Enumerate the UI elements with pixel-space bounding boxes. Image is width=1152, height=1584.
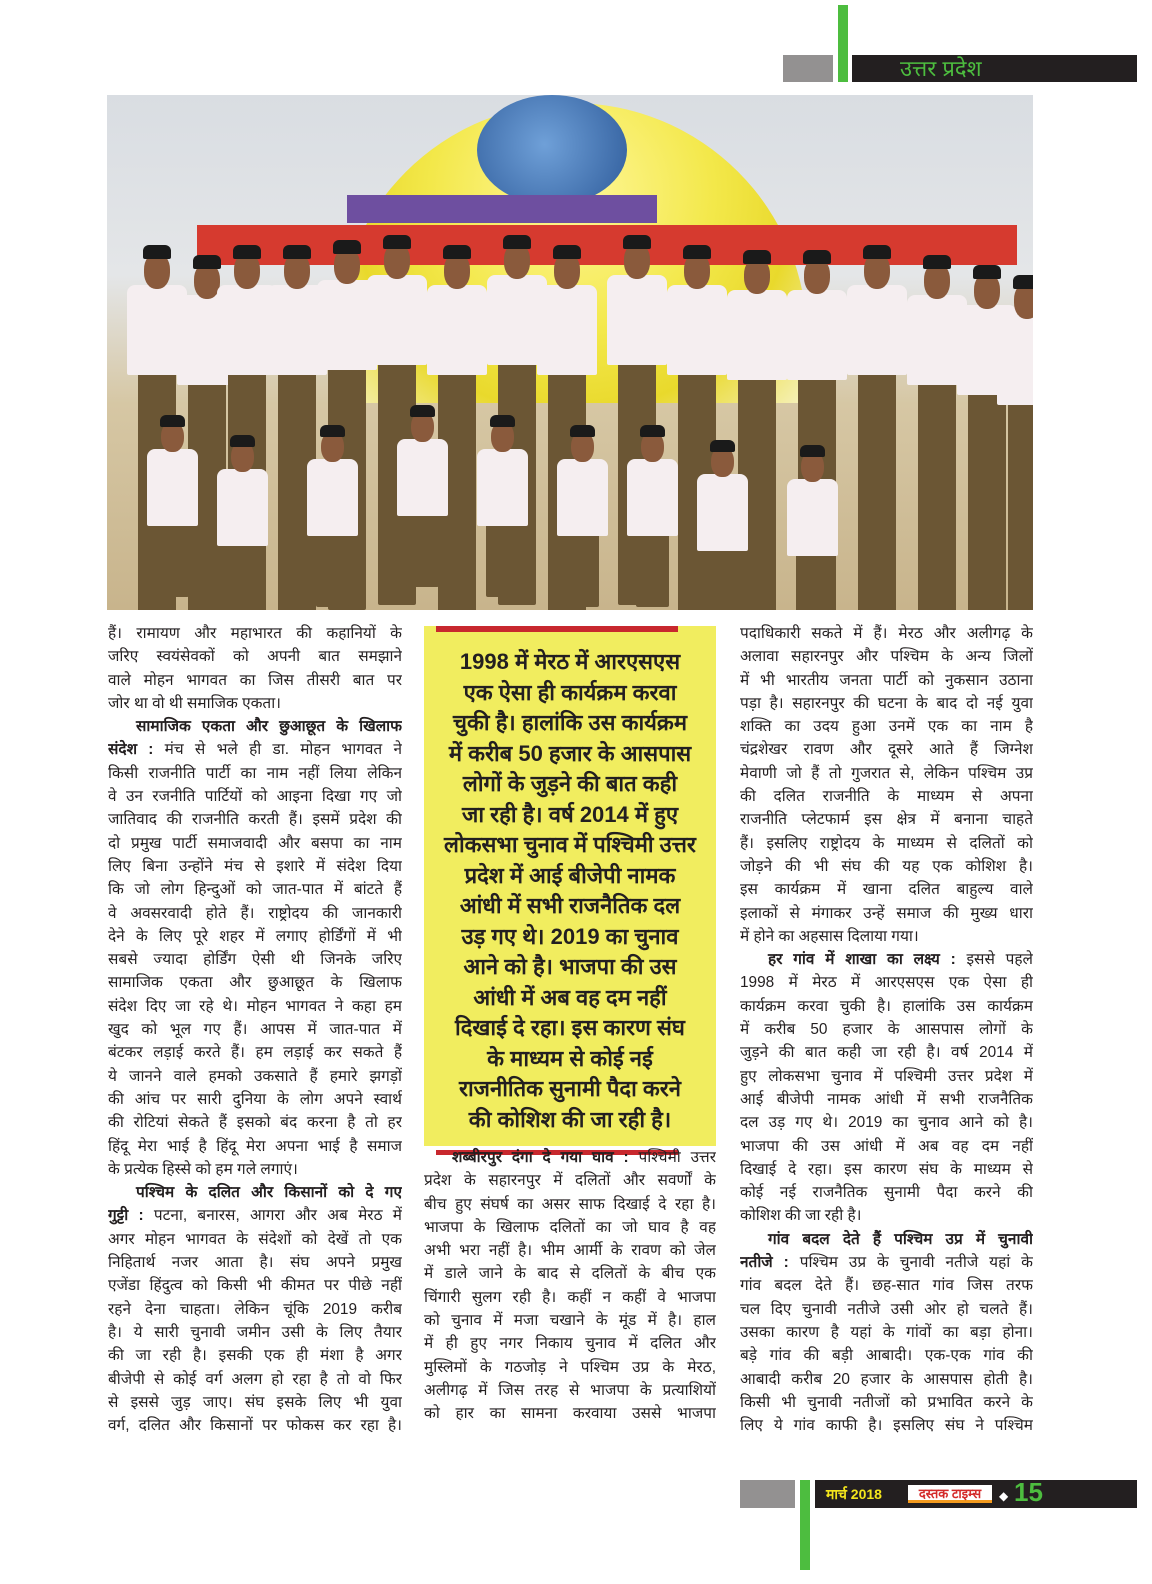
- body-text: जरिए स्वयंसेवकों को अपनी बात समझाने: [108, 648, 402, 666]
- text-line: [740, 1111, 1033, 1134]
- body-text: सामाजिक एकता और छुआछूत के खिलाफ: [108, 974, 402, 992]
- text-line: [108, 669, 402, 692]
- pull-quote: [424, 647, 716, 1135]
- text-line: [740, 855, 1033, 878]
- body-text: मंच से भले ही डा. मोहन भागवत ने: [153, 741, 402, 759]
- text-line: [424, 1193, 716, 1216]
- pull-quote-line: लोगों के जुड़ने की बात कही: [462, 771, 678, 796]
- body-text: जातिवाद की राजनीति करती हैं। इसमें प्रदेश की: [108, 811, 402, 829]
- text-line: [740, 832, 1033, 855]
- text-line: [108, 971, 402, 994]
- text-line: [740, 1088, 1033, 1111]
- section-title: उत्तर प्रदेश: [900, 56, 982, 81]
- body-text: पश्चिमी उत्तर: [628, 1149, 716, 1166]
- body-text: में ही हुए नगर निकाय चुनाव में दलित और: [424, 1335, 716, 1353]
- body-text: हिंदू मेरा भाई है हिंदू मेरा अपना भाई है समाज: [108, 1137, 402, 1155]
- text-line: [740, 1368, 1033, 1391]
- body-text: जुड़ने की बात कही जा रही है। वर्ष 2014 में: [740, 1044, 1033, 1062]
- body-text: दो प्रमुख पार्टी समाजवादी और बसपा का नाम: [108, 834, 402, 852]
- footer-accent-bar: [800, 1480, 810, 1570]
- text-line: [108, 1321, 402, 1344]
- text-line: [108, 948, 402, 971]
- pull-quote-line: उड़ गए थे। 2019 का चुनाव: [461, 923, 679, 949]
- article-photo: [107, 95, 1033, 610]
- body-text: बीच हुए संघर्ष का असर साफ दिखाई दे रहा है।: [424, 1195, 716, 1213]
- body-text: दिखाई दे रहा। इस कारण संघ के माध्यम से: [740, 1160, 1033, 1178]
- article-column-3: [740, 622, 1033, 1437]
- body-text: वे अवसरवादी होते हैं। राष्ट्रोदय की जानकारी: [108, 904, 402, 922]
- text-line: [740, 669, 1033, 692]
- subheading: गुट्टी :: [108, 1207, 144, 1225]
- text-line: [740, 808, 1033, 831]
- body-text: को चुनाव में मजा चखाने के मूंड में है। हाल: [424, 1312, 716, 1330]
- subheading-line: [424, 1146, 716, 1169]
- text-line: [108, 995, 402, 1018]
- text-line: [424, 1239, 716, 1262]
- subheading-line: [108, 1181, 402, 1204]
- text-line: [740, 1414, 1033, 1437]
- body-text: की दलित राजनीति के माध्यम से अपना: [740, 788, 1033, 806]
- body-text: किसी भी चुनावी नतीजों को प्रभावित करने के: [740, 1393, 1033, 1411]
- text-line: [108, 855, 402, 878]
- text-line: [740, 925, 1033, 948]
- body-text: चंद्रशेखर रावण और दूसरे आते हैं जिग्नेश: [740, 741, 1033, 759]
- text-line: [108, 1065, 402, 1088]
- body-text: अलीगढ़ में जिस तरह से भाजपा के प्रत्याशियों: [424, 1381, 716, 1399]
- text-line: [740, 1321, 1033, 1344]
- page-number: 15: [1014, 1477, 1043, 1507]
- text-line: [740, 762, 1033, 785]
- body-text: जोड़ने की भी संघ की यह एक कोशिश है।: [740, 857, 1033, 875]
- body-text: पश्चिम उप्र के चुनावी नतीजे यहां के: [788, 1254, 1033, 1272]
- body-text: में होने का अहसास दिलाया गया।: [740, 927, 919, 945]
- body-text: है। ये सारी चुनावी जमीन उसी के लिए तैयार: [108, 1323, 402, 1341]
- body-text: शक्ति का उदय हुआ उनमें एक का नाम है: [740, 718, 1033, 736]
- header-accent-bar: [838, 5, 848, 82]
- body-text: बंटकर लड़ाई करते हैं। हम लड़ाई कर सकते हैं: [108, 1044, 402, 1062]
- text-line: [740, 1158, 1033, 1181]
- pull-quote-line: 1998 में मेरठ में आरएसएस: [459, 649, 681, 674]
- text-line: [108, 645, 402, 668]
- text-line: [108, 1251, 402, 1274]
- pull-quote-line: दिखाई दे रहा। इस कारण संघ: [455, 1015, 685, 1040]
- body-text: हैं। इसलिए राष्ट्रोदय के माध्यम से दलितों को: [740, 834, 1033, 852]
- body-text: सबसे ज्यादा होर्डिंग ऐसी थी जिनके जरिए: [108, 951, 402, 969]
- subheading-line: [740, 1228, 1033, 1251]
- body-text: अलावा सहारनपुर और पश्चिम के अन्य जिलों: [740, 648, 1033, 666]
- body-text: लिए बिना उन्होंने मंच से इशारे में संदेश दिया: [108, 857, 402, 875]
- text-line: [740, 1298, 1033, 1321]
- text-line: [108, 1111, 402, 1134]
- body-text: देने के लिए पूरे शहर में लगाए होर्डिंगों में भी: [108, 927, 402, 945]
- body-text: संदेश दिए जा रहे थे। मोहन भागवत ने कहा हम: [108, 997, 402, 1015]
- pull-quote-line: जा रही है। वर्ष 2014 में हुए: [462, 801, 678, 827]
- pull-quote-line: आंधी में सभी राजनैतिक दल: [459, 893, 681, 918]
- body-text: जोर था वो थी समाजिक एकता।: [108, 694, 282, 712]
- body-text: की जा रही है। इसकी एक ही मंशा है अगर: [108, 1347, 402, 1365]
- photo-banner: [347, 195, 657, 223]
- article-column-2: [424, 1146, 716, 1426]
- body-text: की आंच पर सारी दुनिया के लोग अपने स्वार्थ: [108, 1090, 402, 1108]
- text-line: [740, 738, 1033, 761]
- text-line: [424, 1169, 716, 1192]
- text-line: [740, 1344, 1033, 1367]
- body-text: इससे पहले: [955, 951, 1033, 969]
- text-line: [424, 1356, 716, 1379]
- subheading: नतीजे :: [740, 1254, 789, 1272]
- body-text: चिंगारी सुलग रही है। कहीं न कहीं वे भाजपा: [424, 1288, 716, 1306]
- body-text: इस कार्यक्रम में खाना दलित बाहुल्य वाले: [740, 881, 1033, 899]
- body-text: मुस्लिमों के गठजोड़ ने पश्चिम उप्र के मेरठ,: [424, 1358, 716, 1376]
- body-text: बड़े गांव की बड़ी आबादी। एक-एक गांव की: [740, 1347, 1033, 1365]
- subheading: शब्बीरपुर दंगा दे गया घाव :: [452, 1149, 629, 1166]
- text-line: [108, 925, 402, 948]
- text-line: [108, 1158, 402, 1181]
- body-text: 1998 में मेरठ में आरएसएस एक ऐसा ही: [740, 974, 1033, 992]
- pull-quote-top-rule: [436, 626, 678, 632]
- footer-gray-block: [740, 1480, 795, 1508]
- text-line: [108, 1344, 402, 1367]
- article-column-1: [108, 622, 402, 1437]
- photo-globe: [477, 95, 627, 205]
- body-text: कोई नई राजनैतिक सुनामी पैदा करने की: [740, 1184, 1033, 1202]
- body-text: में भी भारतीय जनता पार्टी को नुकसान उठाना: [740, 671, 1033, 689]
- subheading: गांव बदल देते हैं पश्चिम उप्र में चुनावी: [768, 1230, 1033, 1248]
- body-text: कोशिश की जा रही है।: [740, 1207, 862, 1225]
- pull-quote-line: आने को है। भाजपा की उस: [463, 954, 677, 979]
- text-line: [424, 1402, 716, 1425]
- text-line: [740, 715, 1033, 738]
- pull-quote-line: एक ऐसा ही कार्यक्रम करवा: [463, 679, 677, 705]
- text-line: [424, 1379, 716, 1402]
- text-line: [424, 1286, 716, 1309]
- separator-icon: ◆: [999, 1489, 1009, 1503]
- text-line: [740, 1065, 1033, 1088]
- body-text: हैं। रामायण और महाभारत की कहानियों के: [108, 625, 402, 642]
- text-line: [740, 1274, 1033, 1297]
- body-text: रहने देना चाहता। लेकिन चूंकि 2019 करीब: [108, 1300, 402, 1318]
- body-text: में डाले जाने के बाद से दलितों के बीच एक: [424, 1265, 716, 1283]
- body-text: कि जो लोग हिन्दुओं को जात-पात में बांटते हैं: [108, 881, 402, 899]
- issue-date: मार्च 2018: [826, 1486, 882, 1502]
- pull-quote-line: की कोशिश की जा रही है।: [468, 1106, 672, 1132]
- text-line: [108, 762, 402, 785]
- body-text: बीजेपी से कोई वर्ग अलग हो रहा है तो वो फिर: [108, 1370, 402, 1388]
- text-line: [740, 878, 1033, 901]
- body-text: वे उन रजनीति पार्टियों को आइना दिखा गए जो: [108, 788, 402, 806]
- body-text: चल दिए चुनावी नतीजे उसी ओर हो चलते हैं।: [740, 1300, 1033, 1318]
- text-line: [108, 1135, 402, 1158]
- subheading: सामाजिक एकता और छुआछूत के खिलाफ: [136, 718, 402, 736]
- text-line: [108, 832, 402, 855]
- body-text: आई बीजेपी नामक आंधी में सभी राजनैतिक: [740, 1090, 1033, 1108]
- text-line: [108, 622, 402, 645]
- text-line: [740, 1204, 1033, 1227]
- text-line: [108, 1298, 402, 1321]
- text-line: [108, 902, 402, 925]
- subheading-line: [108, 715, 402, 738]
- body-text: गांव बदल देते हैं। छह-सात गांव जिस तरफ: [740, 1277, 1033, 1295]
- header-gray-block: [783, 55, 833, 82]
- text-line: [740, 902, 1033, 925]
- body-text: में करीब 50 हजार के आसपास लोगों के: [740, 1021, 1033, 1039]
- subheading: पश्चिम के दलित और किसानों को दे गए: [136, 1184, 402, 1202]
- body-text: के प्रत्येक हिस्से को हम गले लगाएं।: [108, 1160, 298, 1178]
- text-line: [740, 971, 1033, 994]
- body-text: आबादी करीब 20 हजार के आसपास होती है।: [740, 1370, 1033, 1388]
- pull-quote-line: चुकी है। हालांकि उस कार्यक्रम: [453, 710, 687, 735]
- body-text: राजनीति प्लेटफार्म इस क्षेत्र में बनाना चाहते: [740, 811, 1033, 829]
- subheading-line: [108, 1204, 402, 1227]
- subheading-line: [740, 1251, 1033, 1274]
- text-line: [740, 1391, 1033, 1414]
- body-text: अभी भरा नहीं है। भीम आर्मी के रावण को जेल: [424, 1242, 716, 1260]
- body-text: खुद को भूल गए हैं। आपस में जात-पात में: [108, 1021, 402, 1039]
- body-text: को हार का सामना करवाया उससे भाजपा: [424, 1405, 716, 1423]
- text-line: [108, 692, 402, 715]
- body-text: निहितार्थ नजर आता है। संघ अपने प्रमुख: [108, 1254, 402, 1272]
- text-line: [108, 785, 402, 808]
- text-line: [108, 1018, 402, 1041]
- text-line: [740, 1018, 1033, 1041]
- body-text: दल उड़ गए थे। 2019 का चुनाव आने को है।: [740, 1114, 1033, 1132]
- body-text: प्रदेश के सहारनपुर में दलितों और सवर्णों के: [424, 1172, 716, 1190]
- text-line: [740, 1041, 1033, 1064]
- text-line: [108, 1391, 402, 1414]
- body-text: पड़ा है। सहारनपुर की घटना के बाद दो नई युवा: [740, 694, 1033, 712]
- text-line: [740, 692, 1033, 715]
- body-text: हुए लोकसभा चुनाव में पश्चिमी उत्तर प्रदेश में: [740, 1067, 1033, 1085]
- subheading-line: [108, 738, 402, 761]
- text-line: [108, 808, 402, 831]
- body-text: वाले मोहन भागवत का जिस तीसरी बात पर: [108, 671, 402, 689]
- body-text: एजेंडा हिंदुत्व को किसी भी कीमत पर पीछे नहीं: [108, 1277, 402, 1295]
- subheading-line: [740, 948, 1033, 971]
- body-text: से इससे जुड़ जाए। संघ इसके लिए भी युवा: [108, 1393, 402, 1411]
- text-line: [108, 1414, 402, 1437]
- pull-quote-line: में करीब 50 हजार के आसपास: [448, 740, 692, 766]
- header-bar: [852, 55, 1137, 82]
- pull-quote-line: राजनीतिक सुनामी पैदा करने: [458, 1076, 681, 1101]
- body-text: पटना, बनारस, आगरा और अब मेरठ में: [143, 1207, 402, 1225]
- text-line: [740, 1181, 1033, 1204]
- text-line: [108, 1274, 402, 1297]
- body-text: किसी राजनीति पार्टी का नाम नहीं लिया लेकिन: [108, 764, 402, 782]
- text-line: [740, 645, 1033, 668]
- text-line: [740, 785, 1033, 808]
- subheading: संदेश :: [108, 741, 154, 759]
- text-line: [108, 878, 402, 901]
- body-text: पदाधिकारी सकते में हैं। मेरठ और अलीगढ़ के: [740, 625, 1033, 642]
- text-line: [740, 1135, 1033, 1158]
- body-text: भाजपा के खिलाफ दलितों का जो घाव है वह: [424, 1218, 716, 1236]
- body-text: ये जानने वाले हमको उकसाते हैं हमारे झगड़ों: [108, 1067, 402, 1085]
- text-line: [424, 1216, 716, 1239]
- body-text: इलाकों से मंगाकर उन्हें समाज की मुख्य धारा: [740, 904, 1033, 922]
- text-line: [740, 622, 1033, 645]
- pull-quote-line: के माध्यम से कोई नई: [487, 1045, 653, 1071]
- magazine-logo: दस्तक टाइम्स: [908, 1485, 992, 1503]
- text-line: [108, 1228, 402, 1251]
- text-line: [740, 995, 1033, 1018]
- text-line: [108, 1041, 402, 1064]
- text-line: [424, 1332, 716, 1355]
- body-text: अगर मोहन भागवत के संदेशों को देखें तो एक: [108, 1230, 402, 1248]
- text-line: [108, 1368, 402, 1391]
- body-text: मेवाणी जो हैं तो गुजरात से, लेकिन पश्चिम उप्र: [740, 764, 1033, 782]
- body-text: भाजपा की उस आंधी में अब वह दम नहीं: [740, 1137, 1033, 1155]
- pull-quote-line: प्रदेश में आई बीजेपी नामक: [464, 862, 676, 888]
- pull-quote-line: लोकसभा चुनाव में पश्चिमी उत्तर: [444, 832, 696, 857]
- body-text: लिए ये गांव काफी है। इसलिए संघ ने पश्चिम: [740, 1417, 1033, 1435]
- text-line: [108, 1088, 402, 1111]
- body-text: कार्यक्रम करवा चुकी है। हालांकि उस कार्यक्रम: [740, 997, 1033, 1015]
- text-line: [424, 1309, 716, 1332]
- body-text: वर्ग, दलित और किसानों पर फोकस कर रहा है।: [108, 1417, 402, 1435]
- body-text: उसका कारण है यहां के गांवों का बड़ा होना।: [740, 1323, 1033, 1341]
- photo-stage: [197, 225, 1017, 265]
- pull-quote-line: आंधी में अब वह दम नहीं: [473, 984, 667, 1010]
- text-line: [424, 1262, 716, 1285]
- subheading: हर गांव में शाखा का लक्ष्य :: [768, 951, 956, 969]
- body-text: की रोटियां सेकते हैं इसको बंद करना है तो हर: [108, 1114, 402, 1132]
